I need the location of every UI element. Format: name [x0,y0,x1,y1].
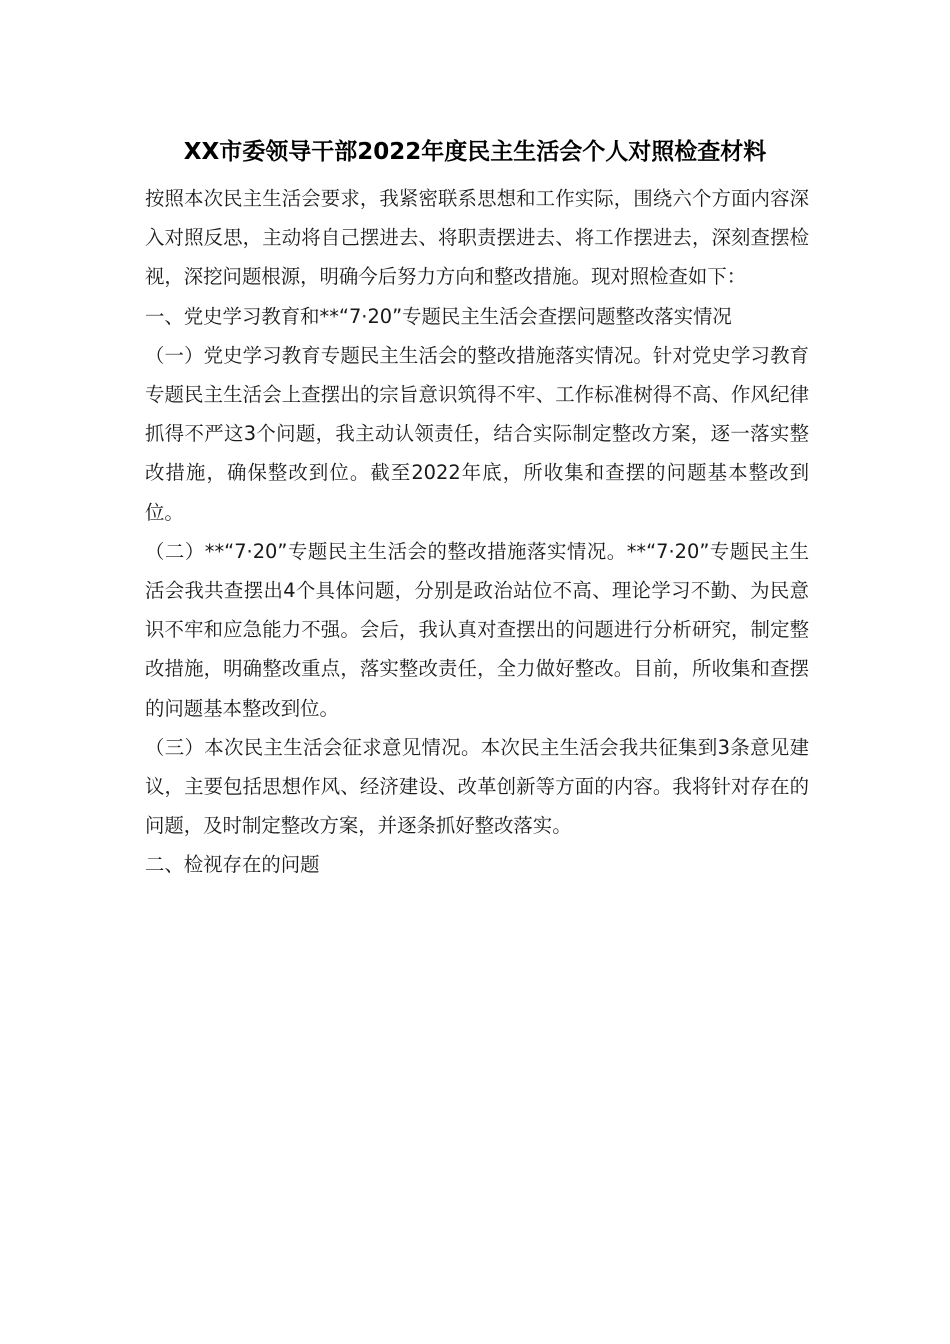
paragraph-intro: 按照本次民主生活会要求，我紧密联系思想和工作实际，围绕六个方面内容深入对照反思，主动将自己摆进去、将职责摆进去、将工作摆进去，深刻查摆检视，深挖问题根源，明确今后努力方向和整改措施。现对照检查如下： [145,187,809,289]
document-body [145,179,809,885]
paragraph-subsection-1: （一）党史学习教育专题民主生活会的整改措施落实情况。针对党史学习教育专题民主生活会上查摆出的宗旨意识筑得不牢、工作标准树得不高、作风纪律抓得不严这3个问题，我主动认领责任，结合实际制定整改方案，逐一落实整改措施，确保整改到位。截至2022年底，所收集和查摆的问题基本整改到位。 [145,343,809,524]
paragraph-subsection-2: （二）**“7·20”专题民主生活会的整改措施落实情况。**“7·20”专题民主生活会我共查摆出4个具体问题，分别是政治站位不高、理论学习不勤、为民意识不牢和应急能力不强。会后，我认真对查摆出的问题进行分析研究，制定整改措施，明确整改重点，落实整改责任，全力做好整改。目前，所收集和查摆的问题基本整改到位。 [145,539,809,720]
document-title: XX市委领导干部2022年度民主生活会个人对照检查材料 [183,139,767,165]
section-heading-1: 一、党史学习教育和**“7·20”专题民主生活会查摆问题整改落实情况 [145,304,732,328]
paragraph-subsection-3: （三）本次民主生活会征求意见情况。本次民主生活会我共征集到3条意见建议，主要包括思想作风、经济建设、改革创新等方面的内容。我将针对存在的问题，及时制定整改方案，并逐条抓好整改落实。 [145,735,809,838]
section-heading-2: 二、检视存在的问题 [145,853,320,877]
